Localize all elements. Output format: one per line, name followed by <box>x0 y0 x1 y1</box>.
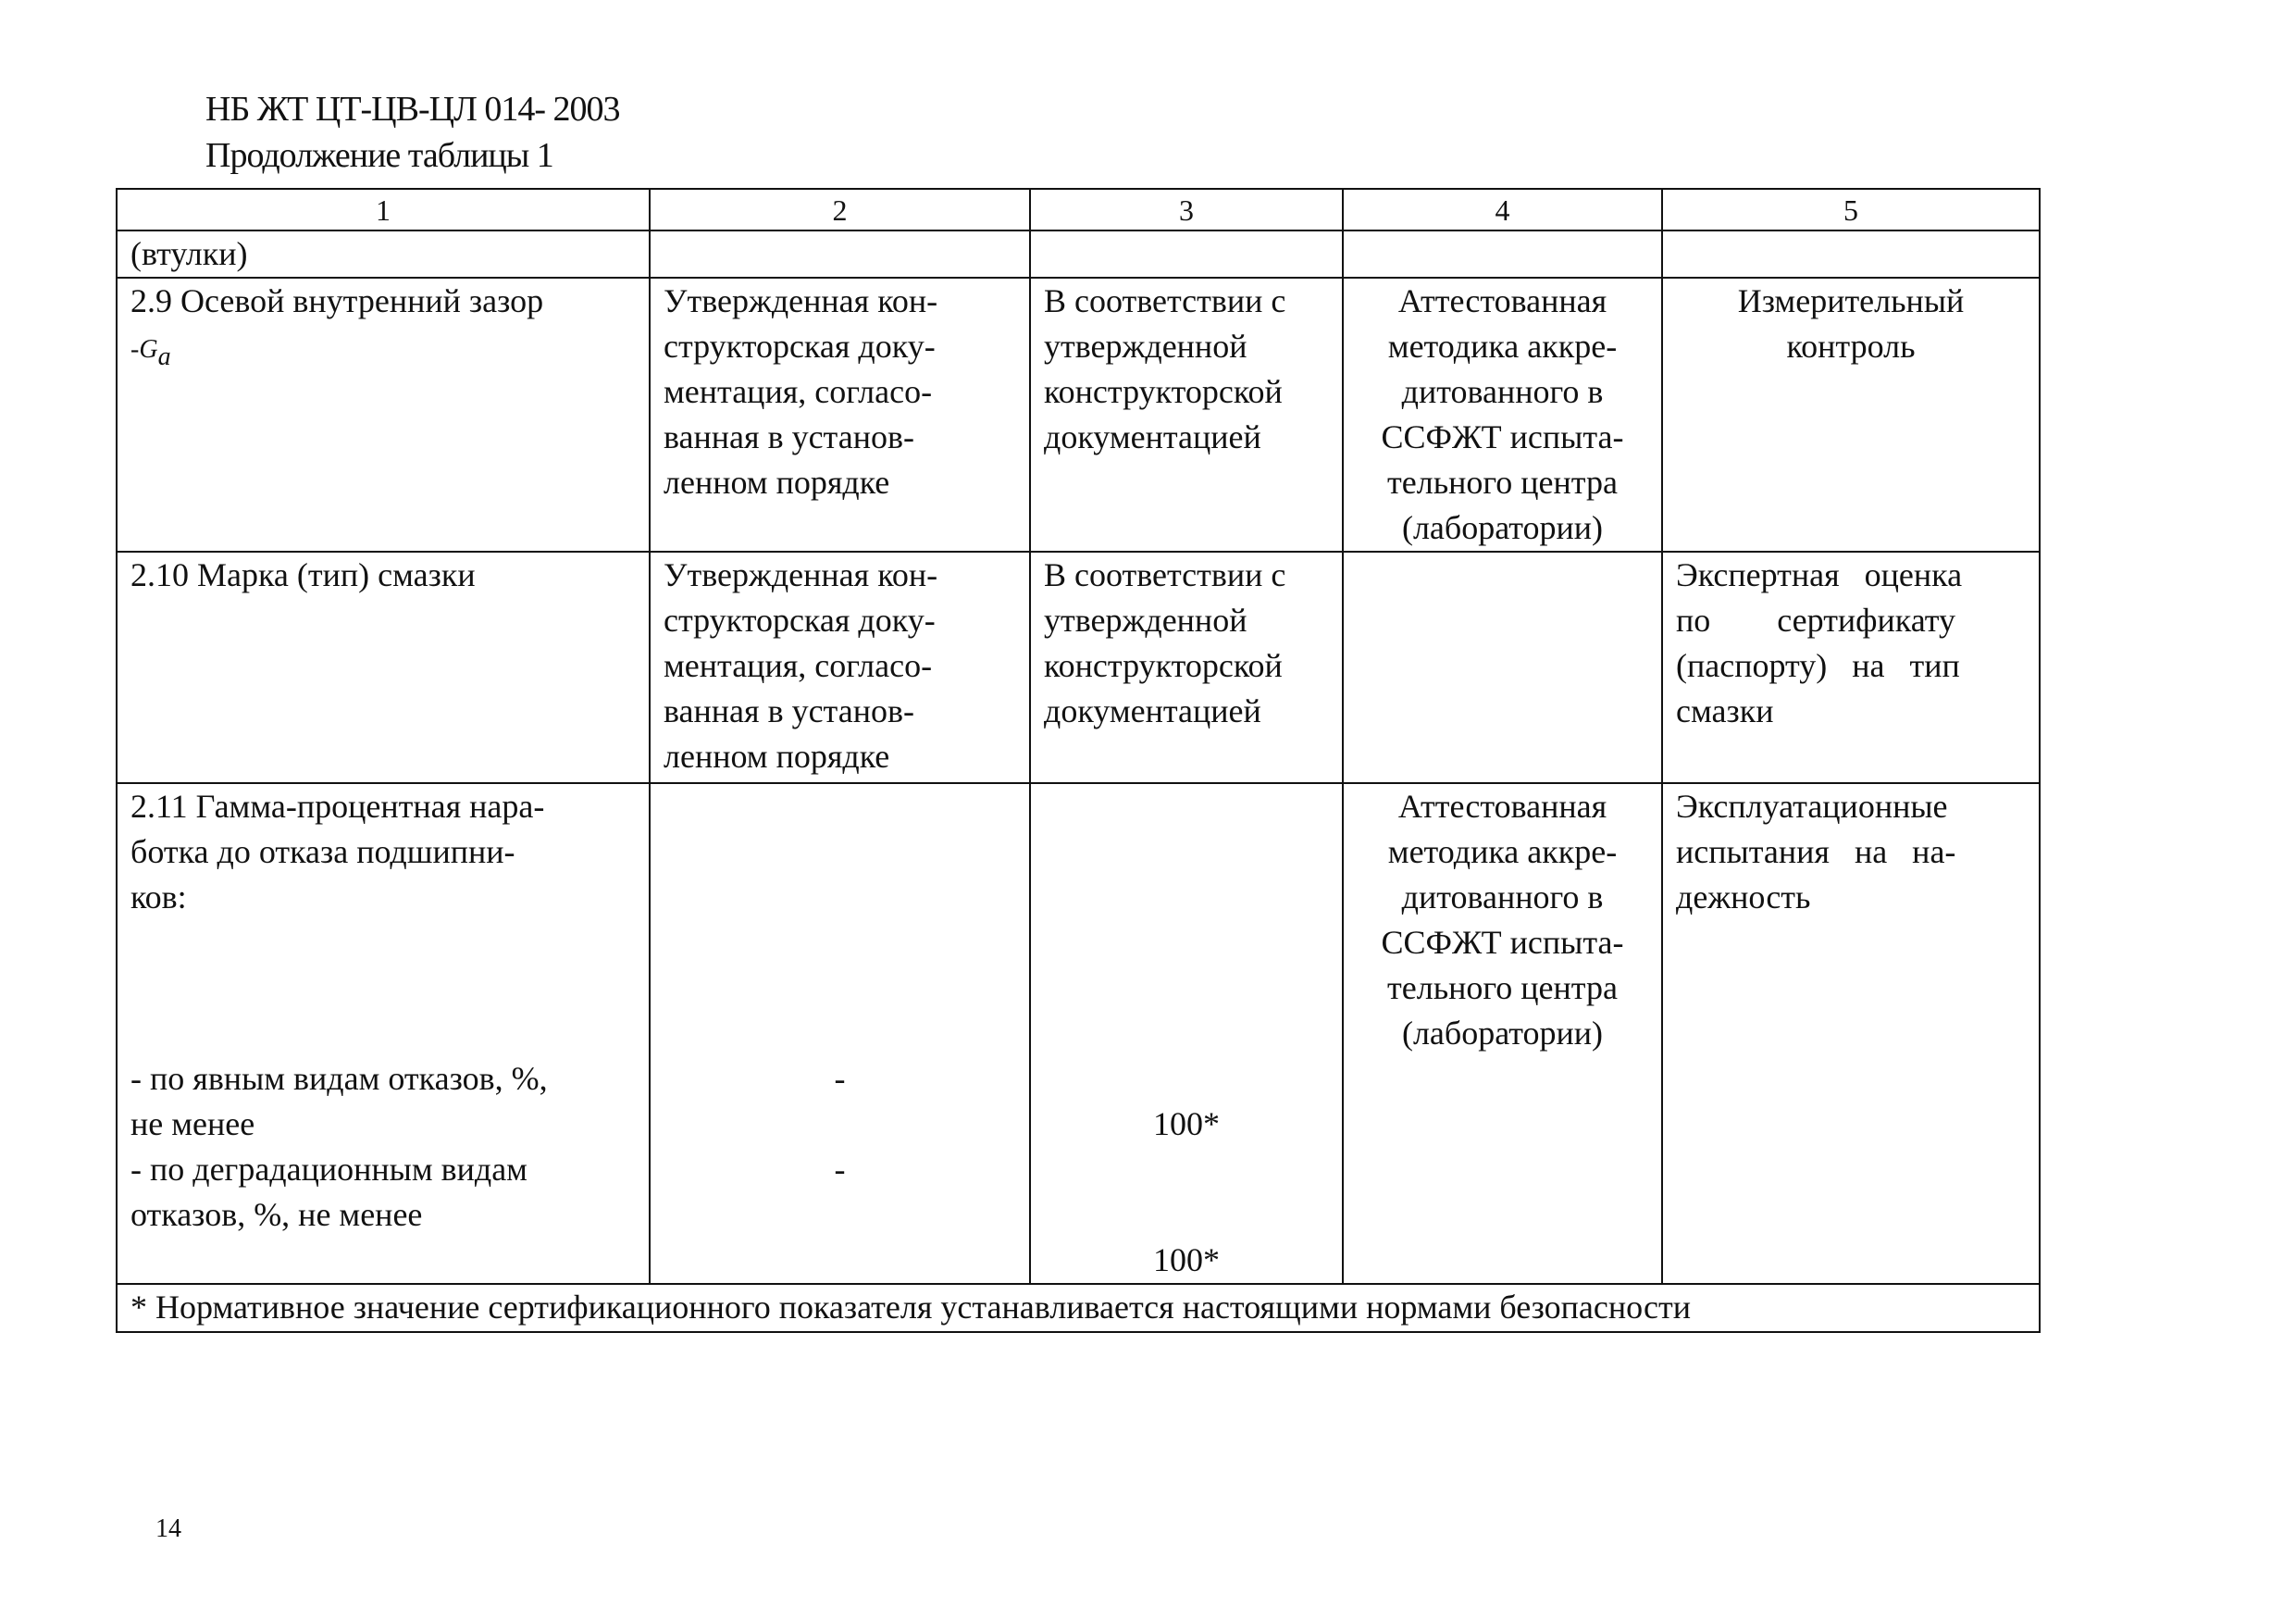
cell-value: В соответствии с утвержденной конструкторской документацией <box>1030 552 1343 783</box>
requirements-table <box>116 188 2041 1333</box>
cell-characteristic: 2.10 Марка (тип) смазки <box>117 552 650 783</box>
column-number: 2 <box>650 189 1030 230</box>
cell-characteristic: (втулки) <box>117 230 650 278</box>
table-row <box>117 552 2040 783</box>
column-number: 1 <box>117 189 650 230</box>
cell-value <box>1030 230 1343 278</box>
column-number: 5 <box>1662 189 2040 230</box>
symbol: G <box>139 335 158 364</box>
cell-normative-doc: Утвержденная кон- структорская доку- ментация, согласо- ванная в установ- ленном порядке <box>650 552 1030 783</box>
characteristic-text: 2.9 Осевой внутренний зазор <box>130 282 544 319</box>
footnote: * Нормативное значение сертификационного показателя устанавливается настоящими нормами безопасности <box>117 1284 2040 1332</box>
cell-characteristic <box>117 278 650 552</box>
page-number: 14 <box>155 1514 181 1543</box>
cell-control: Экспертная оценка по сертификату (паспорту) на тип смазки <box>1662 552 2040 783</box>
column-number-row <box>117 189 2040 230</box>
symbol-prefix: - <box>130 335 140 364</box>
cell-control: Измерительный контроль <box>1662 278 2040 552</box>
table-row <box>117 230 2040 278</box>
cell-value: 100* 100* <box>1030 783 1343 1284</box>
cell-control: Эксплуатационные испытания на на- дежность <box>1662 783 2040 1284</box>
cell-method <box>1343 552 1662 783</box>
table-row <box>117 278 2040 552</box>
symbol-subscript: a <box>157 342 171 372</box>
cell-normative-doc <box>650 230 1030 278</box>
table-row <box>117 783 2040 1284</box>
column-number: 4 <box>1343 189 1662 230</box>
document-code: НБ ЖТ ЦТ-ЦВ-ЦЛ 014- 2003 <box>205 90 620 129</box>
cell-value: В соответствии с утвержденной конструкторской документацией <box>1030 278 1343 552</box>
cell-normative-doc: - - <box>650 783 1030 1284</box>
cell-control <box>1662 230 2040 278</box>
cell-method <box>1343 230 1662 278</box>
cell-method: Аттестованная методика аккре- дитованного в ССФЖТ испыта- тельного центра (лаборатории) <box>1343 278 1662 552</box>
column-number: 3 <box>1030 189 1343 230</box>
footnote-row <box>117 1284 2040 1332</box>
cell-normative-doc: Утвержденная кон- структорская доку- ментация, согласо- ванная в установ- ленном порядке <box>650 278 1030 552</box>
cell-characteristic: 2.11 Гамма-процентная нара- ботка до отказа подшипни- ков: - по явным видам отказов, %, не менее - по деградационным видам отказов, %, не менее <box>117 783 650 1284</box>
cell-method: Аттестованная методика аккре- дитованного в ССФЖТ испыта- тельного центра (лаборатории) <box>1343 783 1662 1284</box>
table-continuation-caption: Продолжение таблицы 1 <box>205 136 553 175</box>
